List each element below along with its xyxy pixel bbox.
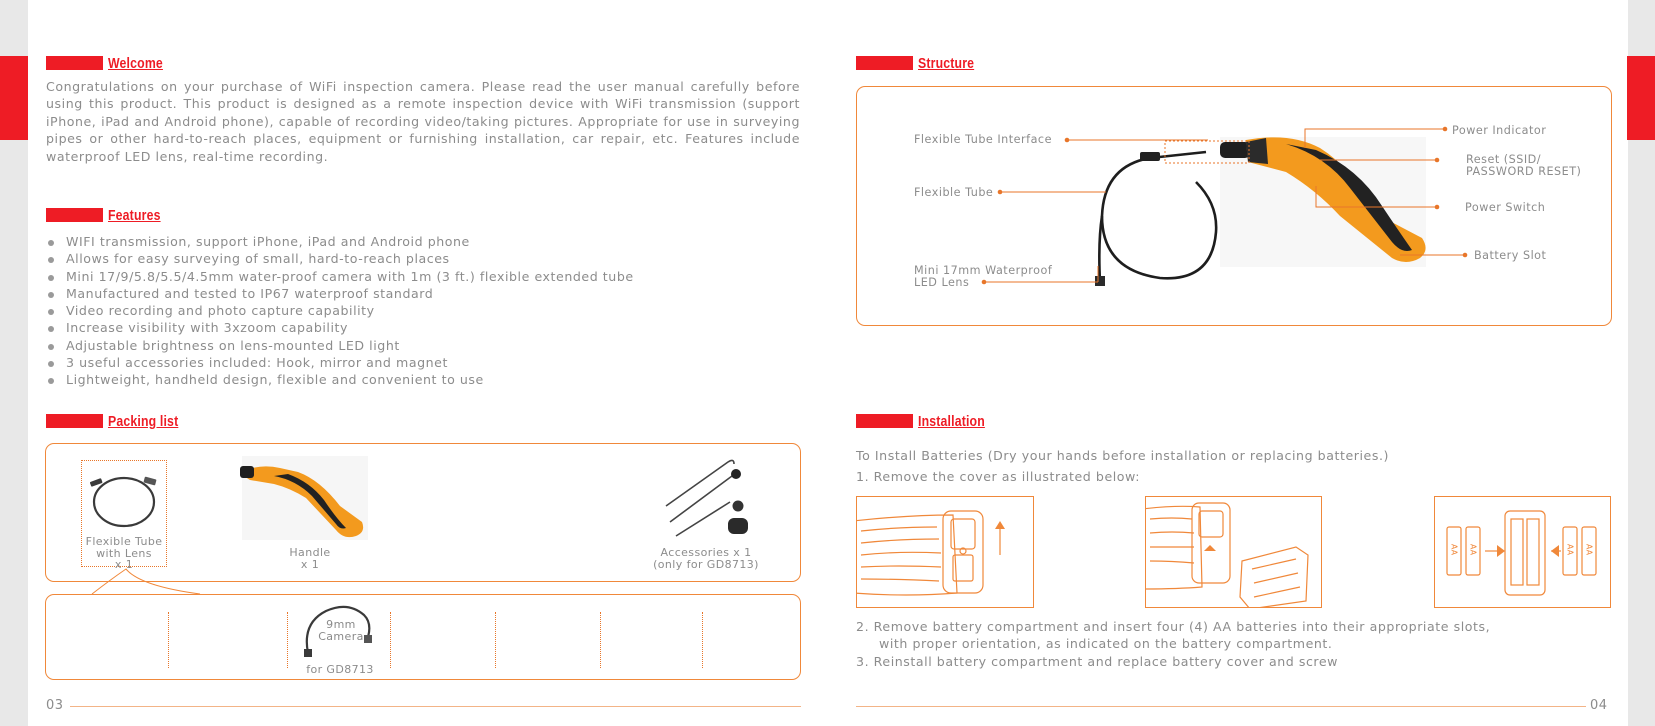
- illustration-insert-batteries: [1434, 496, 1611, 608]
- optional-divider: [495, 612, 496, 668]
- feature-item: WIFI transmission, support iPhone, iPad and Android phone: [46, 233, 634, 250]
- welcome-title: Welcome: [108, 54, 163, 72]
- label-reset: [1466, 154, 1581, 177]
- right-edge-accent: [1627, 56, 1655, 140]
- optional-divider: [702, 612, 703, 668]
- features-list: [46, 233, 634, 389]
- structure-title: Structure: [918, 54, 975, 72]
- label-battery-slot: Battery Slot: [1474, 249, 1547, 262]
- inspection-camera-image: [1090, 132, 1430, 292]
- step-2-line2: with proper orientation, as indicated on the battery compartment.: [879, 636, 1333, 652]
- features-heading: [46, 207, 172, 223]
- packing-box-optional: [45, 594, 801, 680]
- heading-bar: [856, 414, 913, 428]
- battery-label: AA: [1584, 543, 1594, 556]
- heading-bar: [46, 208, 103, 222]
- welcome-paragraph: Congratulations on your purchase of WiFi inspection camera. Please read the user manual carefully before using this product. This product is designed as a remote inspection device with WiFi transmission (support iPhone, iPad and Android phone), capable of recording video/taking pictures. Appropriate for use in surveying pipes or other hard-to-reach places, equipment or furnishing installation, car repair, etc. Features include waterproof LED lens, real-time recording.: [46, 79, 800, 164]
- label-mini-led-lens-line1: Mini 17mm Waterproof: [914, 264, 1053, 277]
- installation-title: Installation: [918, 412, 985, 430]
- optional-divider: [600, 612, 601, 668]
- remove-cover-drawing: [857, 497, 1034, 608]
- packing-title: Packing list: [108, 412, 179, 430]
- installation-step-3: 3. Reinstall battery compartment and replace battery cover and screw: [856, 654, 1339, 669]
- illustration-remove-cover: [856, 496, 1034, 608]
- installation-step-2: [856, 618, 1612, 653]
- accessories-label-line1: Accessories x 1: [660, 546, 752, 559]
- label-power-switch: Power Switch: [1465, 201, 1546, 214]
- accessories-label-line2: (only for GD8713): [653, 557, 759, 571]
- label-mini-led-lens-line2: LED Lens: [914, 275, 970, 289]
- optional-divider: [287, 612, 288, 668]
- installation-step-1: 1. Remove the cover as illustrated below:: [856, 469, 1140, 484]
- step-2-line1: 2. Remove battery compartment and insert four (4) AA batteries into their appropriate slots,: [856, 619, 1491, 634]
- label-power-indicator: Power Indicator: [1452, 124, 1547, 137]
- label-reset-line2: PASSWORD RESET): [1466, 164, 1582, 178]
- handle-label-line2: x 1: [300, 557, 320, 571]
- left-edge-accent: [0, 56, 28, 140]
- camera-9mm-label: [311, 619, 371, 642]
- feature-item: Lightweight, handheld design, flexible and convenient to use: [46, 371, 634, 388]
- illustration-remove-compartment: [1145, 496, 1322, 608]
- packing-heading: [46, 413, 194, 429]
- installation-intro: To Install Batteries (Dry your hands before installation or replacing batteries.): [856, 448, 1389, 463]
- feature-item: Mini 17/9/5.8/5.5/4.5mm water-proof camera with 1m (3 ft.) flexible extended tube: [46, 268, 634, 285]
- camera-for-label: for GD8713: [290, 664, 390, 676]
- heading-bar: [46, 414, 103, 428]
- tube-label-line1: Flexible Tube: [85, 535, 163, 548]
- camera-label-line1: 9mm: [326, 618, 356, 631]
- feature-item: Manufactured and tested to IP67 waterproof standard: [46, 285, 634, 302]
- handle-image: [240, 458, 370, 540]
- label-flexible-tube: Flexible Tube: [914, 186, 994, 199]
- label-mini-led-lens: [914, 265, 1052, 288]
- accessories-label: [636, 547, 776, 570]
- label-flexible-tube-interface: Flexible Tube Interface: [914, 133, 1052, 146]
- structure-leader-lines: [0, 0, 1, 1]
- handle-label: [260, 547, 360, 570]
- battery-label: AA: [1449, 543, 1459, 556]
- accessories-image: [660, 458, 756, 542]
- right-footer-line: [856, 706, 1586, 707]
- left-page-number: 03: [46, 698, 64, 713]
- feature-item: Video recording and photo capture capability: [46, 302, 634, 319]
- optional-divider: [168, 612, 169, 668]
- features-title: Features: [108, 206, 161, 224]
- feature-item: Increase visibility with 3xzoom capability: [46, 319, 634, 336]
- installation-heading: [856, 413, 1000, 429]
- feature-item: 3 useful accessories included: Hook, mirror and magnet: [46, 354, 634, 371]
- optional-divider: [390, 612, 391, 668]
- flexible-tube-image: [88, 472, 160, 532]
- tube-label-line2: with Lens: [96, 546, 152, 560]
- welcome-heading: [46, 55, 175, 71]
- right-page-number: 04: [1590, 698, 1608, 713]
- heading-bar: [46, 56, 103, 70]
- remove-compartment-drawing: [1146, 497, 1322, 608]
- heading-bar: [856, 56, 913, 70]
- tube-label: [76, 536, 172, 571]
- structure-heading: [856, 55, 986, 71]
- battery-label: AA: [1565, 543, 1575, 556]
- left-footer-line: [70, 706, 801, 707]
- battery-label: AA: [1468, 543, 1478, 556]
- tube-label-line3: x 1: [114, 558, 134, 571]
- feature-item: Adjustable brightness on lens-mounted LED light: [46, 337, 634, 354]
- handle-label-line1: Handle: [289, 546, 331, 559]
- camera-label-line2: Camera: [318, 629, 364, 643]
- feature-item: Allows for easy surveying of small, hard-to-reach places: [46, 250, 634, 267]
- label-reset-line1: Reset (SSID/: [1466, 153, 1542, 166]
